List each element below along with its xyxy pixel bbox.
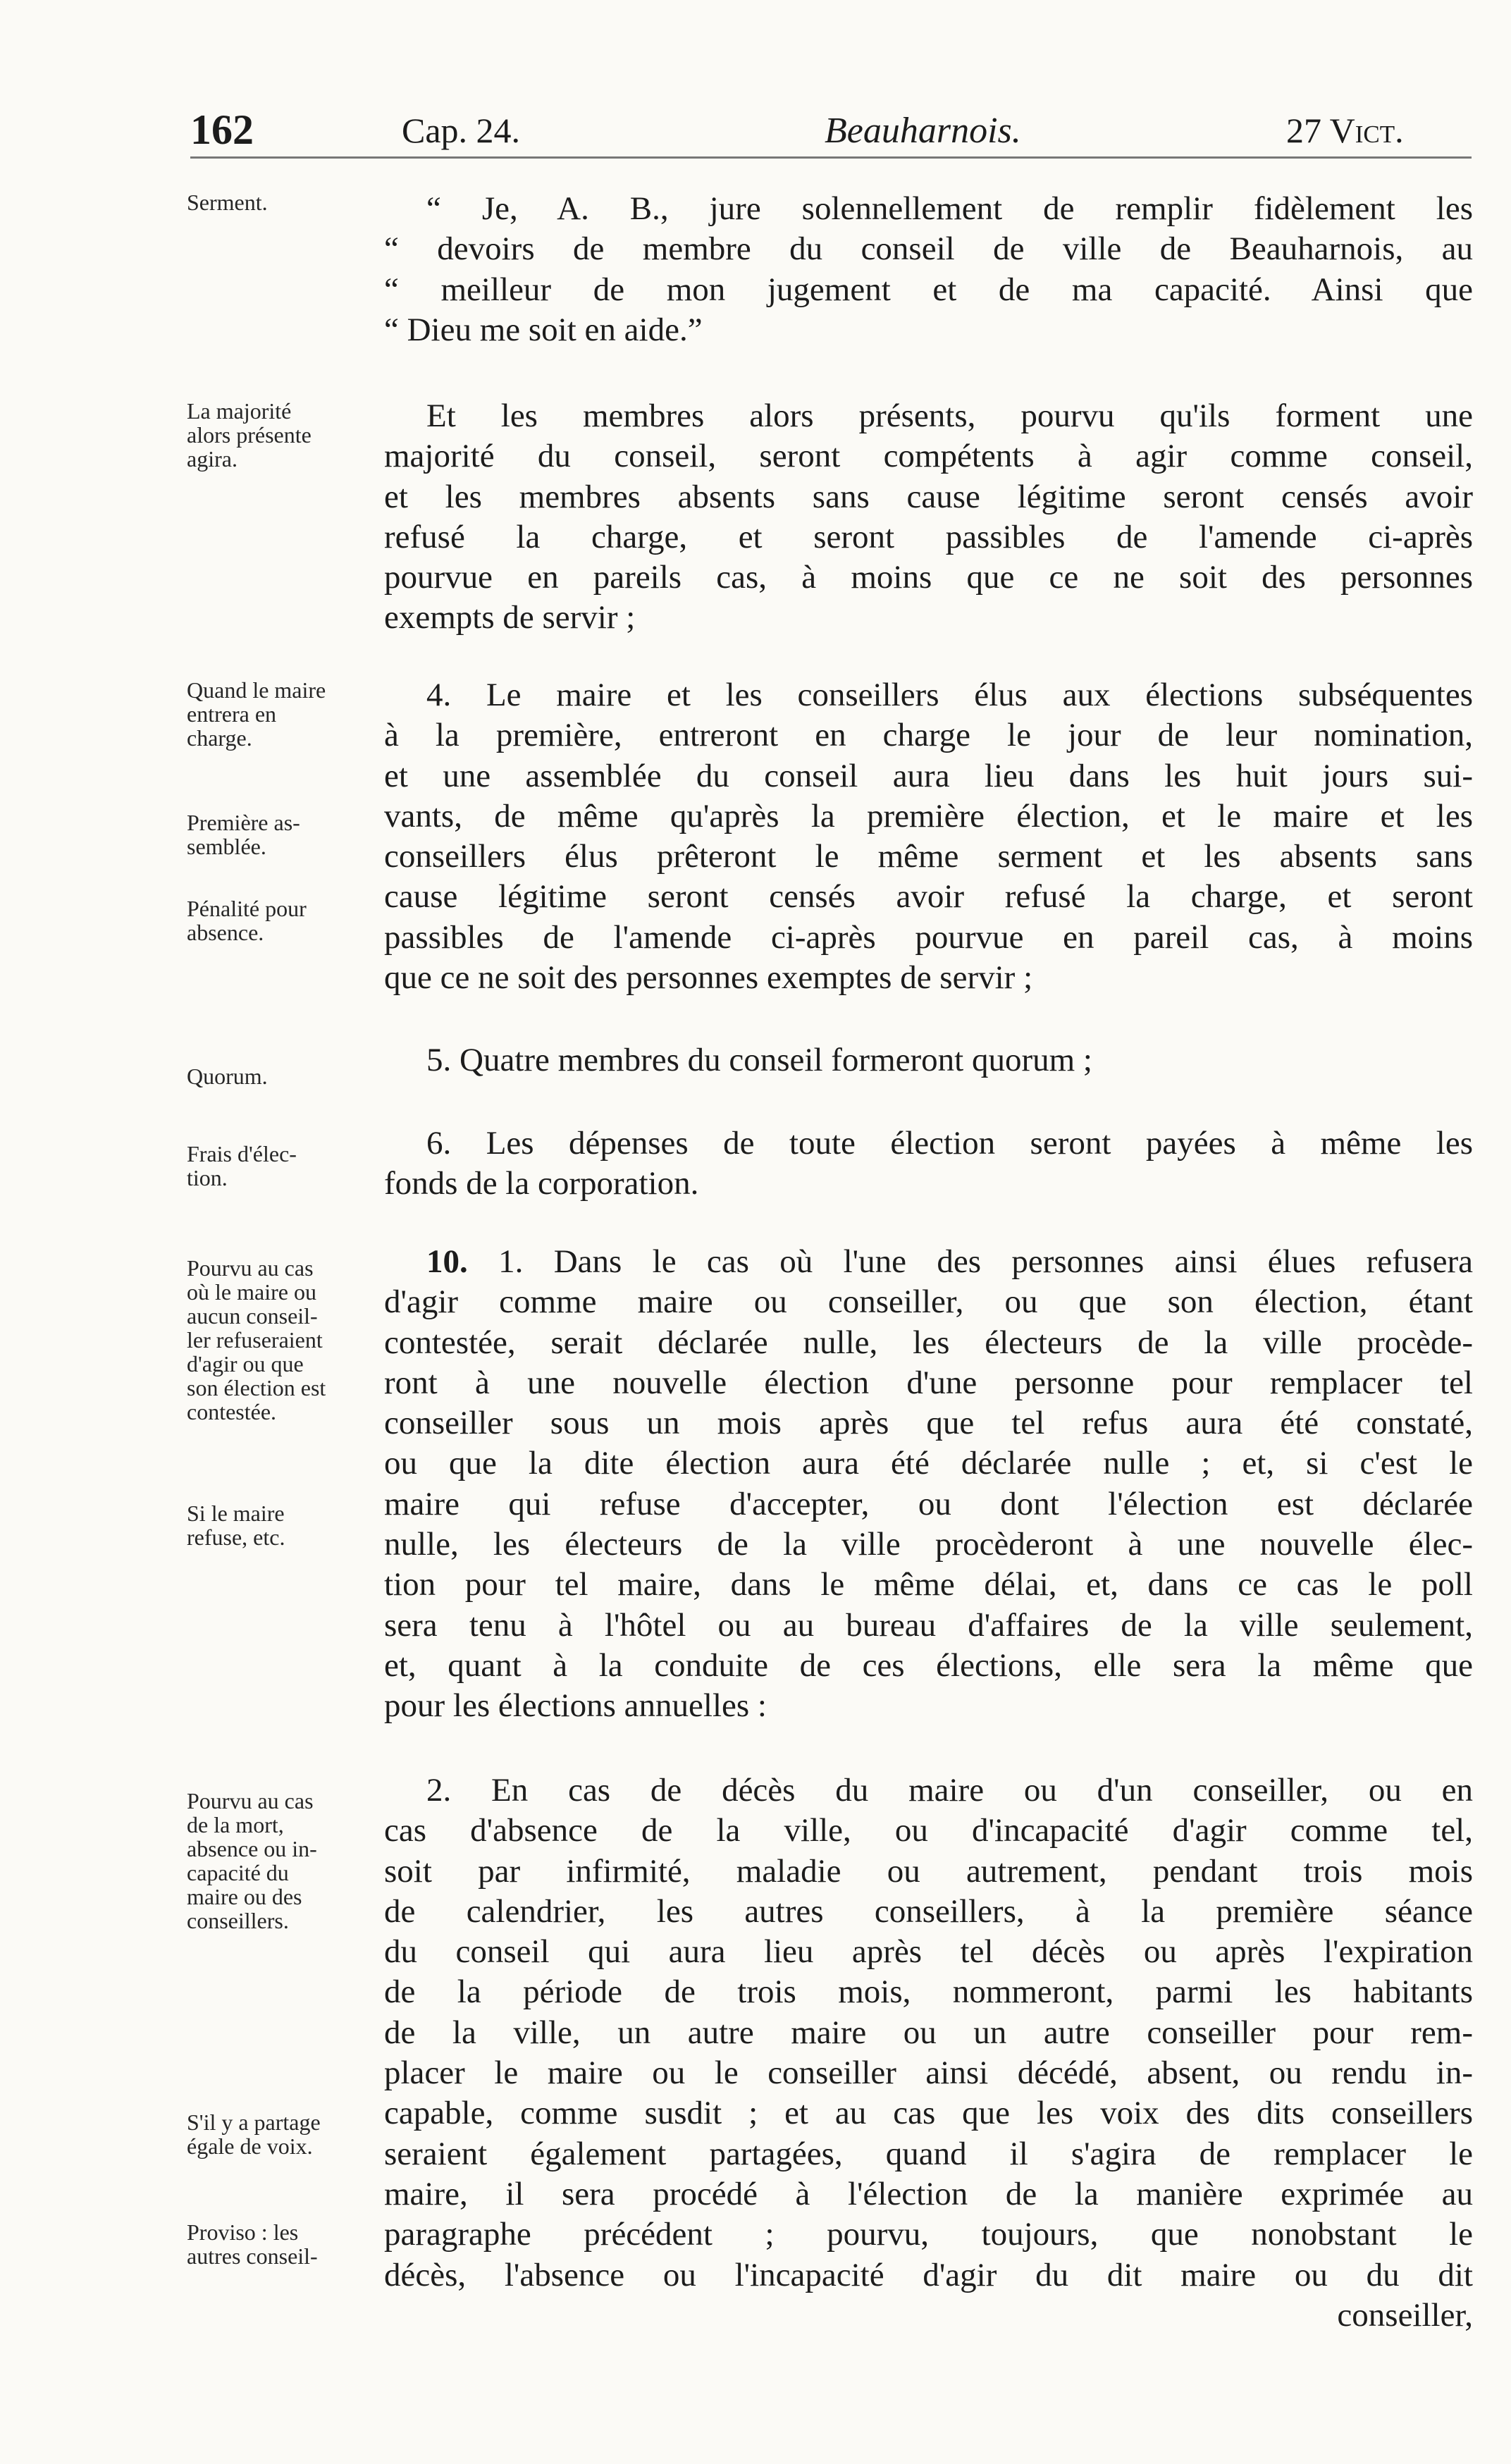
text-line: passibles de l'amende ci-après pourvue en pareil cas, à moins xyxy=(384,918,1473,956)
text-line: tion pour tel maire, dans le même délai, et, dans ce cas le poll xyxy=(384,1566,1473,1603)
text-line: que ce ne soit des personnes exemptes de servir ; xyxy=(384,959,1033,997)
text-line: nulle, les électeurs de la ville procèderont à une nouvelle élec- xyxy=(384,1526,1473,1563)
text-line: maire, il sera procédé à l'élection de la manière exprimée au xyxy=(384,2175,1473,2212)
paragraph-5 xyxy=(384,1040,1473,1080)
text-line: conseiller sous un mois après que tel refus aura été constaté, xyxy=(384,1405,1473,1442)
margin-note-penalite: Pénalité pour absence. xyxy=(187,896,307,945)
text-line: “ devoirs de membre du conseil de ville de Beauharnois, au xyxy=(384,230,1473,268)
text-line: exempts de servir ; xyxy=(384,599,636,636)
text-line: d'agir comme maire ou conseiller, ou que son élection, étant xyxy=(384,1283,1473,1321)
text-line: refusé la charge, et seront passibles de l'amende ci-après xyxy=(384,518,1473,555)
text-line: maire qui refuse d'accepter, ou dont l'élection est déclarée xyxy=(384,1485,1473,1522)
text-line: ront à une nouvelle élection d'une personne pour remplacer tel xyxy=(384,1364,1473,1401)
section-10-line-1: 1. Dans le cas où l'une des personnes ainsi élues refusera xyxy=(467,1243,1473,1280)
margin-note-frais: Frais d'élec- tion. xyxy=(187,1141,297,1190)
text-line: Et les membres alors présents, pourvu qu'ils forment une xyxy=(426,398,1473,434)
text-line: et, quant à la conduite de ces élections, elle sera la même que xyxy=(384,1646,1473,1684)
text-line: du conseil qui aura lieu après tel décès ou après l'expiration xyxy=(384,1933,1473,1971)
text-line: majorité du conseil, seront compétents à agir comme conseil, xyxy=(384,438,1473,475)
margin-note-pourvu-refus: Pourvu au cas où le maire ou aucun conseil- ler refuseraient d'agir ou que son élection est contestée. xyxy=(187,1255,326,1424)
section-10-paragraph-2 xyxy=(384,1770,1473,2336)
catchword: conseiller, xyxy=(1337,2296,1473,2334)
margin-note-proviso: Proviso : les autres conseil- xyxy=(187,2219,318,2269)
paragraph-majority xyxy=(384,396,1473,639)
text-line: à la première, entreront en charge le jour de leur nomination, xyxy=(384,717,1473,754)
page-number: 162 xyxy=(190,106,254,153)
text-line: 2. En cas de décès du maire ou d'un conseiller, ou en xyxy=(426,1772,1473,1809)
section-number: 10. xyxy=(426,1243,468,1280)
text-line: et les membres absents sans cause légitime seront censés avoir xyxy=(384,478,1473,515)
running-header xyxy=(0,106,1511,162)
paragraph-6 xyxy=(384,1123,1473,1205)
margin-note-pourvu-deces: Pourvu au cas de la mort, absence ou in- capacité du maire ou des conseillers. xyxy=(187,1788,317,1933)
text-line: paragraphe précédent ; pourvu, toujours, que nonobstant le xyxy=(384,2216,1473,2253)
text-line: seraient également partagées, quand il s'agira de remplacer le xyxy=(384,2135,1473,2172)
text-line: capable, comme susdit ; et au cas que les voix des dits conseillers xyxy=(384,2095,1473,2132)
text-line: 4. Le maire et les conseillers élus aux élections subséquentes xyxy=(426,677,1473,713)
text-line: “ Dieu me soit en aide.” xyxy=(384,311,703,348)
text-line: et une assemblée du conseil aura lieu dans les huit jours sui- xyxy=(384,757,1473,794)
margin-note-quorum: Quorum. xyxy=(187,1064,268,1089)
text-line: fonds de la corporation. xyxy=(384,1165,699,1202)
margin-note-majorite: La majorité alors présente agira. xyxy=(187,398,312,472)
margin-note-serment: Serment. xyxy=(187,190,268,215)
text-line: décès, l'absence ou l'incapacité d'agir du dit maire ou du dit xyxy=(384,2256,1473,2293)
text-line: 6. Les dépenses de toute élection seront payées à même les xyxy=(426,1125,1473,1162)
text-line: placer le maire ou le conseiller ainsi décédé, absent, ou rendu in- xyxy=(384,2055,1473,2092)
running-title: Beauharnois. xyxy=(825,111,1021,151)
regnal-year: 27 Vict. xyxy=(1286,111,1404,150)
section-10 xyxy=(384,1242,1473,1727)
text-line: pourvue en pareils cas, à moins que ce ne soit des personnes xyxy=(384,559,1473,596)
paragraph-oath xyxy=(384,189,1473,350)
text-line xyxy=(384,1242,1473,1282)
text-line: soit par infirmité, maladie ou autrement, pendant trois mois xyxy=(384,1852,1473,1890)
text-line: cas d'absence de la ville, ou d'incapacité d'agir comme tel, xyxy=(384,1812,1473,1849)
text-line: vants, de même qu'après la première élection, et le maire et les xyxy=(384,797,1473,834)
text-line: 5. Quatre membres du conseil formeront quorum ; xyxy=(426,1042,1092,1078)
text-line: de la période de trois mois, nommeront, parmi les habitants xyxy=(384,1973,1473,2011)
text-line: conseillers élus prêteront le même serment et les absents sans xyxy=(384,838,1473,875)
text-line: de calendrier, les autres conseillers, à la première séance xyxy=(384,1892,1473,1930)
text-line: de la ville, un autre maire ou un autre conseiller pour rem- xyxy=(384,2014,1473,2051)
text-line: contestée, serait déclarée nulle, les électeurs de la ville procède- xyxy=(384,1324,1473,1361)
margin-note-maire-refuse: Si le maire refuse, etc. xyxy=(187,1501,285,1550)
margin-note-quand: Quand le maire entrera en charge. xyxy=(187,677,326,751)
margin-note-partage: S'il y a partage égale de voix. xyxy=(187,2109,321,2159)
text-line: sera tenu à l'hôtel ou au bureau d'affaires de la ville seulement, xyxy=(384,1606,1473,1644)
text-line: “ Je, A. B., jure solennellement de remplir fidèlement les xyxy=(426,190,1473,227)
header-rule xyxy=(190,156,1472,159)
text-line: “ meilleur de mon jugement et de ma capacité. Ainsi que xyxy=(384,271,1473,308)
chapter-label: Cap. 24. xyxy=(402,111,521,150)
text-line: pour les élections annuelles : xyxy=(384,1687,767,1725)
text-line: ou que la dite élection aura été déclarée nulle ; et, si c'est le xyxy=(384,1445,1473,1482)
margin-note-premiere: Première as- semblée. xyxy=(187,810,300,859)
paragraph-4 xyxy=(384,675,1473,998)
text-line: cause légitime seront censés avoir refusé la charge, et seront xyxy=(384,878,1473,916)
